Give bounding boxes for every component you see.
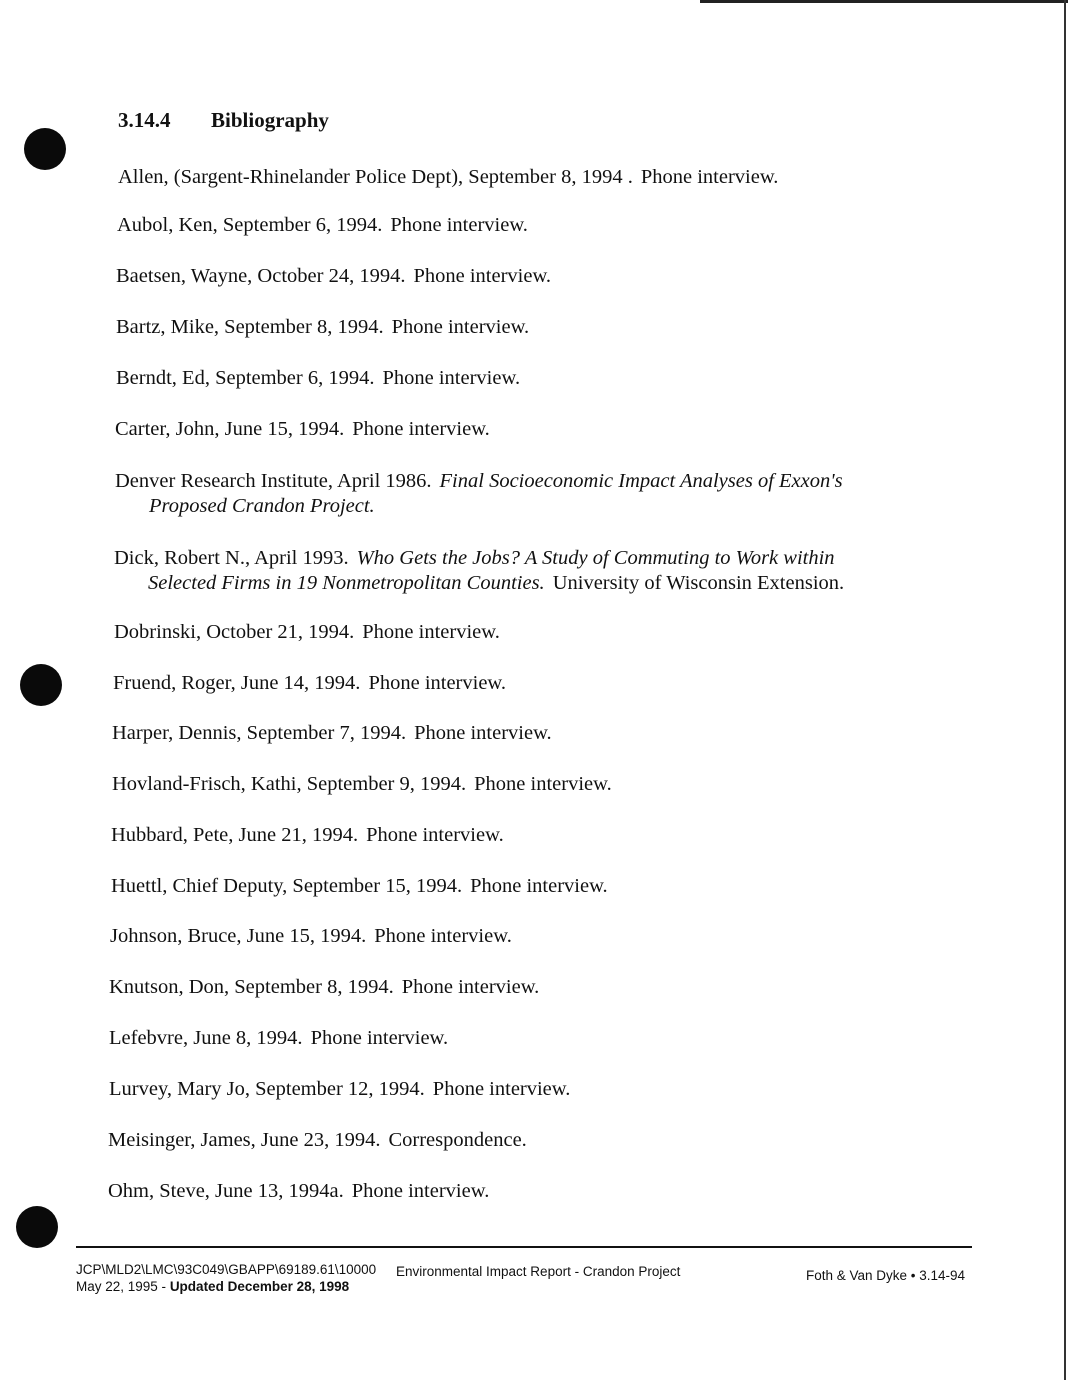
bibliography-entry [116, 366, 520, 391]
entry-note: Phone interview. [640, 166, 779, 188]
bibliography-entry [118, 165, 778, 190]
entry-author: Berndt, Ed, September 6, 1994. [116, 367, 375, 389]
footer-rule [76, 1246, 972, 1248]
entry-author: Dobrinski, October 21, 1994. [114, 621, 355, 643]
footer-file-info [76, 1261, 376, 1295]
footer-firm-page: Foth & Van Dyke • 3.14-94 [806, 1268, 966, 1283]
entry-author: Aubol, Ken, September 6, 1994. [117, 214, 383, 236]
bibliography-entry [111, 874, 608, 899]
entry-title-continued: Proposed Crandon Project. [149, 495, 375, 517]
entry-author: Lefebvre, June 8, 1994. [109, 1027, 303, 1049]
entry-note: Phone interview. [368, 672, 507, 694]
entry-title-continued: Selected Firms in 19 Nonmetropolitan Counties. [148, 572, 545, 594]
top-edge-rule [700, 0, 1068, 3]
footer-date-line [76, 1278, 376, 1295]
bibliography-entry [117, 213, 528, 238]
entry-author: Ohm, Steve, June 13, 1994a. [108, 1180, 344, 1202]
bibliography-entry [110, 924, 512, 949]
entry-author: Johnson, Bruce, June 15, 1994. [110, 925, 367, 947]
bibliography-entry [108, 1179, 489, 1204]
page-edge-line [1064, 0, 1066, 1380]
entry-author: Knutson, Don, September 8, 1994. [109, 976, 394, 998]
entry-author: Hubbard, Pete, June 21, 1994. [111, 824, 359, 846]
bibliography-entry [112, 772, 612, 797]
bibliography-entry [115, 469, 843, 519]
bibliography-entry [109, 1026, 448, 1051]
bibliography-entry [115, 417, 490, 442]
entry-note: Phone interview. [382, 367, 521, 389]
bibliography-entry [113, 671, 506, 696]
entry-note: Phone interview. [391, 316, 530, 338]
entry-author: Huettl, Chief Deputy, September 15, 1994. [111, 875, 463, 897]
bibliography-entry [114, 620, 500, 645]
footer-file-path: JCP\MLD2\LMC\93C049\GBAPP\69189.61\10000 [76, 1262, 377, 1277]
footer-date: May 22, 1995 - [76, 1279, 170, 1294]
entry-note: Phone interview. [470, 875, 608, 897]
bibliography-entry [116, 315, 529, 340]
entry-note: Phone interview. [351, 1180, 490, 1202]
entry-note: Phone interview. [310, 1027, 449, 1049]
entry-note: Phone interview. [474, 773, 612, 795]
entry-note: Correspondence. [388, 1129, 527, 1151]
bibliography-entry [111, 823, 504, 848]
entry-note: Phone interview. [432, 1078, 571, 1100]
punch-hole-top [24, 128, 66, 170]
bibliography-entry [116, 264, 551, 289]
entry-note: Phone interview. [413, 265, 552, 287]
punch-hole-middle [20, 664, 62, 706]
bibliography-entry [114, 546, 844, 596]
entry-note: Phone interview. [366, 824, 504, 846]
entry-publisher: University of Wisconsin Extension. [552, 572, 845, 594]
entry-author: Lurvey, Mary Jo, September 12, 1994. [109, 1078, 425, 1100]
entry-note: Phone interview. [401, 976, 540, 998]
footer-report-title: Environmental Impact Report - Crandon Project [396, 1264, 681, 1279]
entry-title: Who Gets the Jobs? A Study of Commuting to Work within [356, 547, 835, 569]
entry-author: Fruend, Roger, June 14, 1994. [113, 672, 361, 694]
bibliography-entry [109, 1077, 570, 1102]
entry-note: Phone interview. [390, 214, 528, 236]
bibliography-entry [112, 721, 552, 746]
entry-author: Baetsen, Wayne, October 24, 1994. [116, 265, 406, 287]
section-title: Bibliography [211, 108, 329, 132]
entry-author: Hovland-Frisch, Kathi, September 9, 1994. [112, 773, 467, 795]
entry-note: Phone interview. [414, 722, 552, 744]
footer-updated: Updated December 28, 1998 [169, 1279, 350, 1294]
entry-author: Allen, (Sargent-Rhinelander Police Dept), September 8, 1994 . [118, 166, 633, 188]
entry-author: Harper, Dennis, September 7, 1994. [112, 722, 407, 744]
entry-author: Bartz, Mike, September 8, 1994. [116, 316, 384, 338]
bibliography-entry [109, 975, 539, 1000]
entry-author: Dick, Robert N., April 1993. [114, 547, 349, 569]
punch-hole-bottom [16, 1206, 58, 1248]
entry-author: Meisinger, James, June 23, 1994. [108, 1129, 381, 1151]
entry-author: Denver Research Institute, April 1986. [115, 470, 432, 492]
section-number: 3.14.4 [118, 108, 171, 132]
entry-note: Phone interview. [352, 418, 490, 440]
entry-author: Carter, John, June 15, 1994. [115, 418, 345, 440]
entry-note: Phone interview. [362, 621, 500, 643]
entry-note: Phone interview. [374, 925, 512, 947]
section-heading [118, 108, 329, 133]
bibliography-entry [108, 1128, 527, 1153]
entry-title: Final Socioeconomic Impact Analyses of Exxon's [439, 470, 843, 492]
